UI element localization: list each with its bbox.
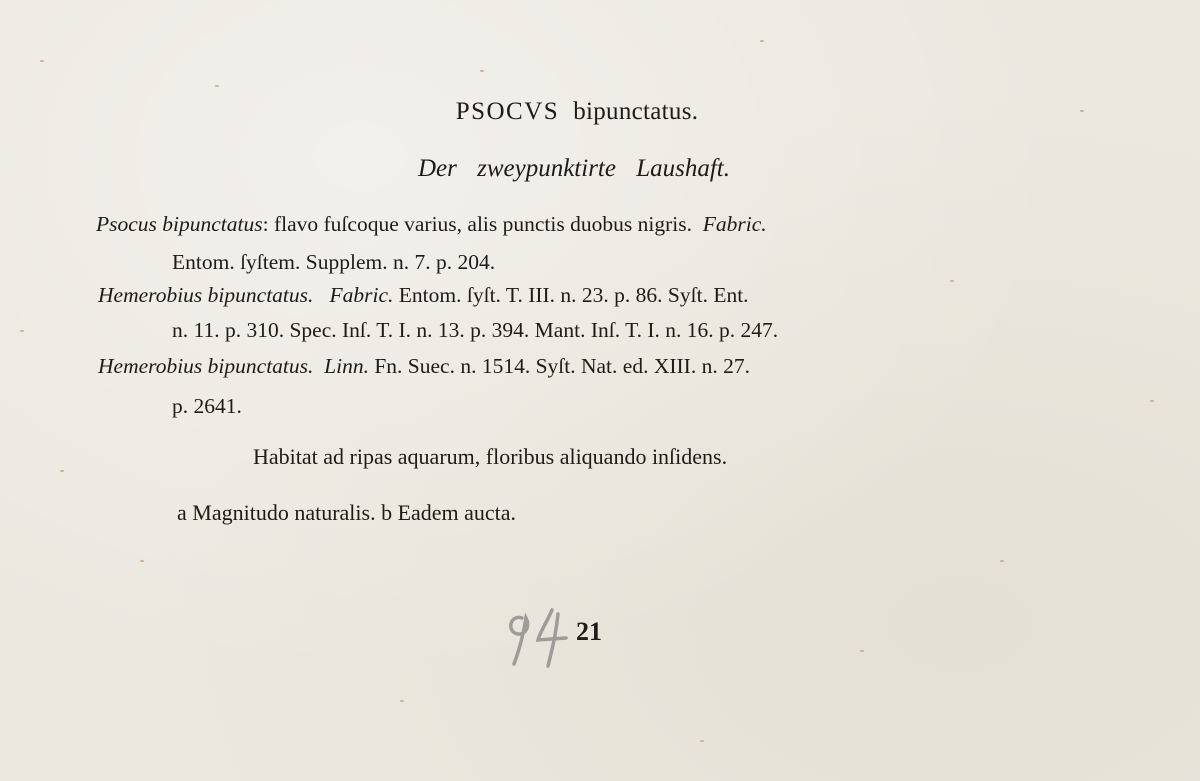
habitat-text: Habitat ad ripas aquarum, floribus aliquando inſidens.	[253, 444, 728, 469]
paper-fleck	[480, 70, 484, 72]
page-number: 21	[576, 617, 602, 646]
synonym-1-line-2: Entom. ſyſtem. Supplem. n. 7. p. 204.	[172, 250, 496, 274]
paper-fleck	[20, 330, 24, 332]
paper-fleck	[215, 85, 219, 87]
paper-fleck	[1150, 400, 1154, 402]
synonym-2-reference: Entom. ſyſt. T. III. n. 23. p. 86. Syſt. Ent.	[393, 283, 749, 307]
paper-fleck	[40, 60, 44, 62]
paper-fleck	[400, 700, 404, 702]
title-genus: PSOCVS	[455, 98, 560, 125]
paper-fleck	[760, 40, 764, 42]
synonym-3-line-2: p. 2641.	[172, 394, 242, 418]
synonym-1-description: : flavo fuſcoque varius, alis punctis duobus nigris.	[262, 212, 692, 236]
paper-fleck	[1000, 560, 1004, 562]
synonym-2-line-1	[98, 283, 749, 308]
synonym-2-name: Hemerobius bipunctatus.	[98, 283, 314, 307]
synonym-3-author: Linn.	[324, 354, 369, 378]
synonym-1-line-1	[96, 212, 767, 237]
paper-fleck	[140, 560, 144, 562]
paper-fleck	[860, 650, 864, 652]
synonym-2-author: Fabric.	[329, 283, 394, 307]
synonym-1-name: Psocus bipunctatus	[96, 212, 263, 236]
page-subtitle: Der zweypunktirte Laushaft.	[417, 155, 730, 182]
synonym-3-name: Hemerobius bipunctatus.	[98, 354, 314, 378]
handwritten-pencil-number	[500, 600, 578, 670]
page-title	[0, 98, 1154, 126]
paper-fleck	[700, 740, 704, 742]
synonym-3-reference: Fn. Suec. n. 1514. Syſt. Nat. ed. XIII. n. 27.	[368, 354, 750, 378]
figure-legend: a Magnitudo naturalis. b Eadem aucta.	[177, 500, 517, 525]
synonym-1-author: Fabric.	[702, 212, 767, 236]
synonym-2-line-2: n. 11. p. 310. Spec. Inſ. T. I. n. 13. p. 394. Mant. Inſ. T. I. n. 16. p. 247.	[172, 318, 779, 342]
title-species: bipunctatus.	[573, 98, 699, 125]
paper-fleck	[950, 280, 954, 282]
paper-fleck	[60, 470, 64, 472]
synonym-3-line-1	[98, 354, 750, 379]
